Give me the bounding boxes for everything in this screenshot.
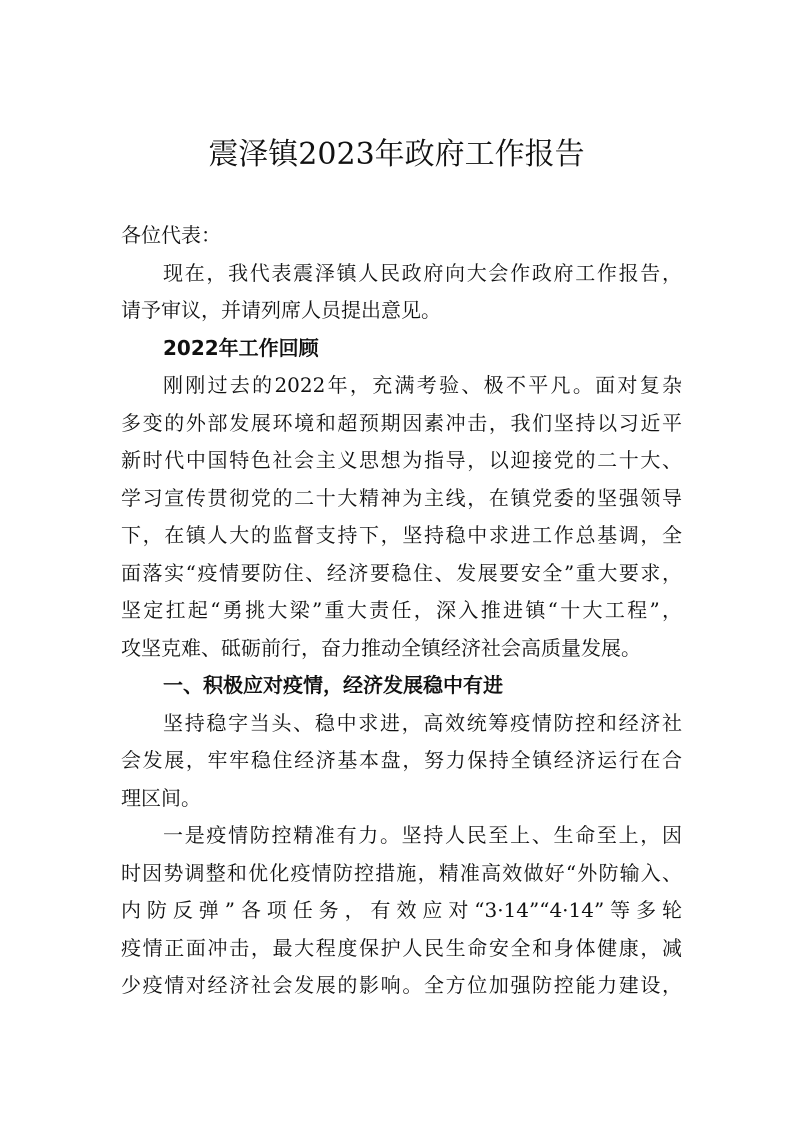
- section-heading: 一、积极应对疫情，经济发展稳中有进: [163, 673, 503, 697]
- paragraph-line: 坚定扛起“勇挑大梁”重大责任，深入推进镇“十大工程”，: [121, 598, 682, 622]
- paragraph-line: 面落实“疫情要防住、经济要稳住、发展要安全”重大要求，: [121, 560, 682, 585]
- document-title: 震泽镇2023年政府工作报告: [208, 137, 585, 172]
- paragraph-line: 请予审议，并请列席人员提出意见。: [121, 298, 441, 322]
- paragraph-line: 时因势调整和优化疫情防控措施，精准高效做好“外防输入、: [121, 860, 682, 885]
- paragraph-line: 现在，我代表震泽镇人民政府向大会作政府工作报告，: [163, 260, 682, 285]
- paragraph-line: 一是疫情防控精准有力。坚持人民至上、生命至上，因: [163, 823, 682, 847]
- section-heading: 2022年工作回顾: [163, 335, 319, 360]
- paragraph-line: 多变的外部发展环境和超预期因素冲击，我们坚持以习近平: [121, 410, 682, 435]
- paragraph-line: 刚刚过去的2022年，充满考验、极不平凡。面对复杂: [163, 373, 682, 397]
- salutation: 各位代表：: [121, 223, 221, 247]
- paragraph-line: 内防反弹”各项任务，有效应对“3·14”“4·14”等多轮: [121, 898, 682, 922]
- paragraph-line: 坚持稳字当头、稳中求进，高效统筹疫情防控和经济社: [163, 710, 682, 735]
- paragraph-line: 理区间。: [121, 785, 201, 810]
- paragraph-line: 少疫情对经济社会发展的影响。全方位加强防控能力建设，: [121, 973, 682, 997]
- paragraph-line: 攻坚克难、砥砺前行，奋力推动全镇经济社会高质量发展。: [121, 635, 641, 660]
- paragraph-line: 疫情正面冲击，最大程度保护人民生命安全和身体健康，减: [121, 935, 682, 960]
- paragraph-line: 学习宣传贯彻党的二十大精神为主线，在镇党委的坚强领导: [121, 485, 682, 510]
- document-body: [121, 217, 682, 1005]
- paragraph-line: 下，在镇人大的监督支持下，坚持稳中求进工作总基调，全: [121, 523, 682, 547]
- paragraph-line: 会发展，牢牢稳住经济基本盘，努力保持全镇经济运行在合: [121, 748, 682, 772]
- paragraph-line: 新时代中国特色社会主义思想为指导，以迎接党的二十大、: [121, 448, 682, 472]
